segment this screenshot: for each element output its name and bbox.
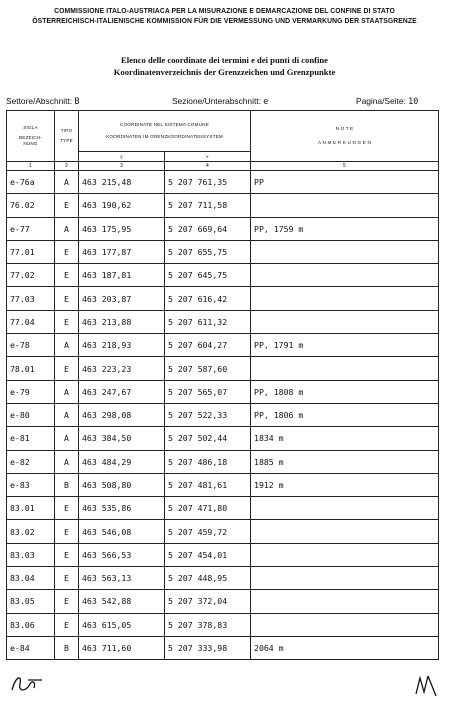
column-number-4: 4 <box>165 162 251 171</box>
cell-sigla: e-79 <box>7 380 55 403</box>
settore-value: B <box>74 96 80 106</box>
cell-note <box>251 520 439 543</box>
cell-sigla: e-78 <box>7 334 55 357</box>
handwritten-initials-right <box>412 672 442 698</box>
cell-tipo: A <box>55 380 79 403</box>
cell-note: 1885 m <box>251 450 439 473</box>
cell-tipo: E <box>55 520 79 543</box>
cell-note: PP, 1806 m <box>251 403 439 426</box>
subtitle-italian: Elenco delle coordinate dei termini e dei punti di confine <box>121 55 328 65</box>
cell-note <box>251 567 439 590</box>
cell-tipo: E <box>55 194 79 217</box>
cell-y: 463 298,08 <box>79 403 165 426</box>
cell-y: 463 203,87 <box>79 287 165 310</box>
cell-y: 463 175,95 <box>79 217 165 240</box>
cell-sigla: e-80 <box>7 403 55 426</box>
cell-y: 463 615,05 <box>79 613 165 636</box>
cell-sigla: e-84 <box>7 636 55 659</box>
cell-y: 463 247,67 <box>79 380 165 403</box>
cell-note: PP, 1808 m <box>251 380 439 403</box>
cell-x: 5 207 486,18 <box>165 450 251 473</box>
column-header-note: N O T E A N M E R K U N G E N <box>251 111 439 162</box>
cell-y: 463 563,13 <box>79 567 165 590</box>
cell-tipo: E <box>55 357 79 380</box>
cell-x: 5 207 616,42 <box>165 287 251 310</box>
cell-y: 463 546,08 <box>79 520 165 543</box>
cell-sigla: e-83 <box>7 473 55 496</box>
cell-x: 5 207 333,98 <box>165 636 251 659</box>
cell-x: 5 207 372,04 <box>165 590 251 613</box>
table-row <box>7 287 439 310</box>
table-row <box>7 264 439 287</box>
cell-tipo: E <box>55 613 79 636</box>
cell-x: 5 207 481,61 <box>165 473 251 496</box>
cell-y: 463 711,60 <box>79 636 165 659</box>
cell-tipo: E <box>55 567 79 590</box>
cell-tipo: B <box>55 636 79 659</box>
cell-x: 5 207 655,75 <box>165 240 251 263</box>
column-number-3: 3 <box>79 162 165 171</box>
cell-tipo: E <box>55 543 79 566</box>
cell-tipo: A <box>55 450 79 473</box>
cell-note <box>251 240 439 263</box>
cell-sigla: 83.05 <box>7 590 55 613</box>
cell-sigla: e-76a <box>7 171 55 194</box>
cell-note <box>251 194 439 217</box>
cell-y: 463 484,29 <box>79 450 165 473</box>
cell-sigla: e-82 <box>7 450 55 473</box>
cell-y: 463 213,88 <box>79 310 165 333</box>
cell-sigla: 83.01 <box>7 497 55 520</box>
cell-tipo: E <box>55 287 79 310</box>
table-row <box>7 403 439 426</box>
subtitle-german: Koordinatenverzeichnis der Grenzzeichen und Grenzpunkte <box>113 67 336 77</box>
cell-note <box>251 590 439 613</box>
column-header-coordinates: COORDINATE NEL SISTEMA COMUNE KOORDINATEN IM GRENZKOORDINATENSYSTEM <box>79 111 251 152</box>
document-header <box>0 6 449 26</box>
table-row <box>7 636 439 659</box>
cell-sigla: 77.03 <box>7 287 55 310</box>
table-row <box>7 473 439 496</box>
column-number-1: 1 <box>7 162 55 171</box>
cell-y: 463 542,88 <box>79 590 165 613</box>
cell-x: 5 207 502,44 <box>165 427 251 450</box>
table-row <box>7 310 439 333</box>
table-row <box>7 520 439 543</box>
table-row <box>7 194 439 217</box>
table-row <box>7 427 439 450</box>
cell-y: 463 218,93 <box>79 334 165 357</box>
column-header-tipo: TIPO TYPE <box>55 111 79 162</box>
table-row <box>7 380 439 403</box>
cell-x: 5 207 587,60 <box>165 357 251 380</box>
cell-x: 5 207 669,64 <box>165 217 251 240</box>
meta-sezione <box>172 96 268 106</box>
table-row <box>7 543 439 566</box>
cell-note <box>251 497 439 520</box>
cell-y: 463 223,23 <box>79 357 165 380</box>
pagina-label: Pagina/Seite: <box>356 96 406 106</box>
cell-note: 2064 m <box>251 636 439 659</box>
column-number-row <box>7 162 439 171</box>
column-header-sigla: SIGLA BEZEICH- NUNG <box>7 111 55 162</box>
cell-sigla: 78.01 <box>7 357 55 380</box>
cell-note: 1834 m <box>251 427 439 450</box>
cell-tipo: A <box>55 334 79 357</box>
column-header-y: y <box>79 152 165 162</box>
cell-y: 463 190,62 <box>79 194 165 217</box>
cell-tipo: A <box>55 403 79 426</box>
cell-x: 5 207 761,35 <box>165 171 251 194</box>
cell-sigla: 83.06 <box>7 613 55 636</box>
cell-tipo: A <box>55 217 79 240</box>
cell-x: 5 207 459,72 <box>165 520 251 543</box>
table-row <box>7 567 439 590</box>
table-row <box>7 171 439 194</box>
cell-x: 5 207 378,83 <box>165 613 251 636</box>
cell-x: 5 207 471,80 <box>165 497 251 520</box>
cell-x: 5 207 711,58 <box>165 194 251 217</box>
cell-tipo: E <box>55 310 79 333</box>
cell-tipo: E <box>55 240 79 263</box>
column-number-5: 5 <box>251 162 439 171</box>
cell-note <box>251 287 439 310</box>
cell-sigla: 83.02 <box>7 520 55 543</box>
cell-tipo: E <box>55 590 79 613</box>
cell-sigla: 76.02 <box>7 194 55 217</box>
cell-note: PP <box>251 171 439 194</box>
table-row <box>7 613 439 636</box>
cell-y: 463 508,80 <box>79 473 165 496</box>
header-title-italian: COMMISSIONE ITALO-AUSTRIACA PER LA MISURAZIONE E DEMARCAZIONE DEL CONFINE DI STATO <box>54 6 395 15</box>
cell-note <box>251 264 439 287</box>
cell-x: 5 207 611,32 <box>165 310 251 333</box>
table-row <box>7 217 439 240</box>
cell-y: 463 566,53 <box>79 543 165 566</box>
table-row <box>7 450 439 473</box>
cell-sigla: 77.01 <box>7 240 55 263</box>
table-row <box>7 590 439 613</box>
column-number-2: 2 <box>55 162 79 171</box>
cell-x: 5 207 565,07 <box>165 380 251 403</box>
meta-pagina <box>356 96 418 106</box>
cell-tipo: E <box>55 497 79 520</box>
cell-x: 5 207 645,75 <box>165 264 251 287</box>
cell-y: 463 384,50 <box>79 427 165 450</box>
table-row <box>7 497 439 520</box>
header-title-german: ÖSTERREICHISCH-ITALIENISCHE KOMMISSION FÜR DIE VERMESSUNG UND VERMARKUNG DER STAATSGRENZE <box>32 16 417 25</box>
cell-sigla: 77.02 <box>7 264 55 287</box>
table-row <box>7 334 439 357</box>
cell-y: 463 535,86 <box>79 497 165 520</box>
cell-note: PP, 1791 m <box>251 334 439 357</box>
cell-tipo: B <box>55 473 79 496</box>
table-header-row <box>7 111 439 152</box>
cell-y: 463 177,87 <box>79 240 165 263</box>
cell-x: 5 207 448,95 <box>165 567 251 590</box>
cell-sigla: e-81 <box>7 427 55 450</box>
pagina-value: 10 <box>408 96 419 106</box>
cell-x: 5 207 522,33 <box>165 403 251 426</box>
cell-sigla: 77.04 <box>7 310 55 333</box>
cell-tipo: E <box>55 264 79 287</box>
table-row <box>7 357 439 380</box>
cell-sigla: e-77 <box>7 217 55 240</box>
cell-note <box>251 357 439 380</box>
cell-sigla: 83.03 <box>7 543 55 566</box>
handwritten-initials-left <box>8 672 48 696</box>
cell-y: 463 187,81 <box>79 264 165 287</box>
cell-note: PP, 1759 m <box>251 217 439 240</box>
column-header-x: x <box>165 152 251 162</box>
cell-note <box>251 613 439 636</box>
cell-note: 1912 m <box>251 473 439 496</box>
table-row <box>7 240 439 263</box>
sezione-value: e <box>263 96 269 106</box>
coordinates-table <box>6 110 439 660</box>
cell-note <box>251 543 439 566</box>
cell-tipo: A <box>55 171 79 194</box>
cell-x: 5 207 454,01 <box>165 543 251 566</box>
cell-tipo: A <box>55 427 79 450</box>
meta-settore <box>6 96 79 106</box>
cell-note <box>251 310 439 333</box>
cell-y: 463 215,48 <box>79 171 165 194</box>
cell-sigla: 83.04 <box>7 567 55 590</box>
sezione-label: Sezione/Unterabschnitt: <box>172 96 261 106</box>
cell-x: 5 207 604,27 <box>165 334 251 357</box>
settore-label: Settore/Abschnitt: <box>6 96 73 106</box>
